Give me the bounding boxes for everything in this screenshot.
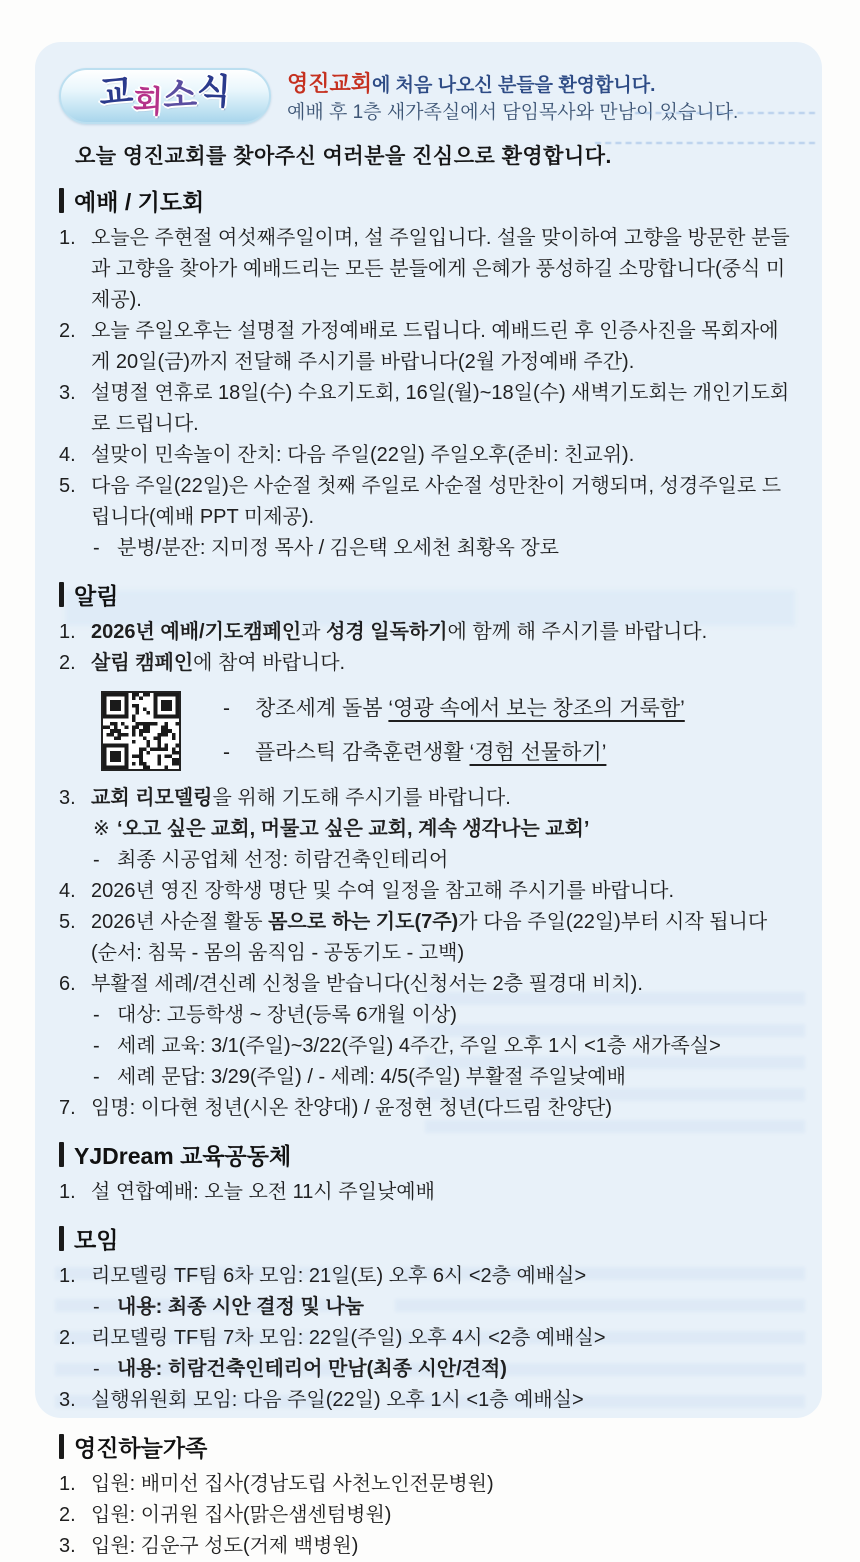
item-marker: -	[93, 537, 100, 559]
section-title-text: 예배 / 기도회	[74, 189, 205, 215]
text-segment: 실행위원회 모임: 다음 주일(22일) 오후 1시 <1층 예배실>	[91, 1389, 584, 1411]
section-items	[59, 617, 798, 1124]
text-segment: 내용: 최종 시안 결정 및 나눔	[117, 1296, 364, 1318]
section-title	[59, 184, 798, 217]
list-item	[59, 648, 798, 679]
item-marker: 3.	[59, 382, 76, 404]
list-item	[59, 316, 798, 378]
item-text	[91, 471, 798, 533]
item-text	[255, 687, 691, 731]
text-segment: 내용: 히람건축인테리어 만남(최종 시안/견적)	[117, 1358, 507, 1380]
list-item	[93, 1354, 798, 1385]
item-text	[91, 1385, 798, 1416]
item-text	[91, 1177, 798, 1208]
text-segment: 몸으로 하는 기도(7주)	[268, 911, 459, 933]
item-text	[91, 1261, 798, 1292]
text-segment: 부활절 세례/견신례 신청을 받습니다(신청서는 2층 필경대 비치).	[91, 973, 643, 995]
list-item	[59, 1531, 798, 1562]
list-item	[59, 223, 798, 316]
text-segment: 세례 문답: 3/29(주일) / - 세례: 4/5(주일) 부활절 주일낮예배	[117, 1066, 626, 1088]
item-marker: 1.	[59, 227, 76, 249]
text-segment: 임명: 이다현 청년(시온 찬양대) / 윤정현 청년(다드림 찬양단)	[91, 1097, 613, 1119]
item-marker: -	[223, 741, 230, 764]
qr-block	[101, 687, 798, 775]
item-marker: -	[93, 1358, 100, 1380]
section-items	[59, 1469, 798, 1562]
item-marker: 1.	[59, 1265, 76, 1287]
section-worship-prayer	[35, 184, 822, 564]
section-title-bar	[59, 188, 64, 213]
item-text	[117, 1062, 798, 1093]
intro-rest: 에 처음 나오신 분들을 환영합니다.	[372, 75, 656, 96]
item-marker: ※	[93, 818, 110, 840]
campaign-link-text: ‘영광 속에서 보는 창조의 거룩함’	[388, 697, 685, 720]
item-text	[91, 969, 798, 1000]
section-title-text: YJDream 교육공동체	[74, 1143, 292, 1169]
welcome-line: 오늘 영진교회를 찾아주신 여러분을 진심으로 환영합니다.	[75, 145, 612, 168]
item-marker: 5.	[59, 911, 76, 933]
item-text	[91, 223, 798, 316]
item-text	[91, 378, 798, 440]
text-segment: 리모델링 TF팀 6차 모임: 21일(토) 오후 6시 <2층 예배실>	[91, 1265, 587, 1287]
text-segment: 살림 캠페인	[91, 652, 194, 674]
list-item	[59, 1500, 798, 1531]
text-segment: ‘오고 싶은 교회, 머물고 싶은 교회, 계속 생각나는 교회’	[117, 818, 590, 840]
item-text	[117, 1031, 798, 1062]
item-text	[91, 1531, 798, 1562]
item-text	[117, 1354, 798, 1385]
text-segment: 오늘 주일오후는 설명절 가정예배로 드립니다. 예배드린 후 인증사진을 목회자에게 20일(금)까지 전달해 주시기를 바랍니다(2월 가정예배 주간).	[91, 320, 779, 373]
item-text	[91, 440, 798, 471]
text-segment: 리모델링 TF팀 7차 모임: 22일(주일) 오후 4시 <2층 예배실>	[91, 1327, 606, 1349]
item-marker: -	[93, 1035, 100, 1057]
list-item	[93, 1000, 798, 1031]
masthead-intro	[287, 68, 738, 126]
list-item	[59, 969, 798, 1000]
section-items	[59, 1177, 798, 1208]
list-item	[59, 783, 798, 814]
section-title	[59, 1222, 798, 1255]
item-text	[91, 648, 798, 679]
text-segment: 성경 일독하기	[326, 621, 448, 643]
section-yjdream-education	[35, 1138, 822, 1208]
text-segment: 2026년 사순절 활동	[91, 911, 269, 933]
section-title	[59, 1138, 798, 1171]
text-segment: 다음 주일(22일)은 사순절 첫째 주일로 사순절 성만찬이 거행되며, 성경주일로 드립니다(예배 PPT 미제공).	[91, 475, 782, 528]
list-item	[59, 471, 798, 533]
text-segment: 설명절 연휴로 18일(수) 수요기도회, 16일(월)~18일(수) 새벽기도회는 개인기도회로 드립니다.	[91, 382, 790, 435]
list-item	[93, 533, 798, 564]
item-text	[91, 783, 798, 814]
item-marker: -	[93, 1004, 100, 1026]
item-marker: -	[93, 849, 100, 871]
list-item	[59, 907, 798, 969]
list-item	[223, 731, 691, 775]
list-item	[59, 1093, 798, 1124]
logo-char: 교	[97, 71, 135, 113]
church-news-logo	[59, 68, 271, 124]
list-item	[59, 1385, 798, 1416]
item-marker: -	[223, 697, 230, 720]
text-segment: 설 연합예배: 오늘 오전 11시 주일낮예배	[91, 1181, 435, 1203]
item-text	[91, 876, 798, 907]
item-text	[91, 1093, 798, 1124]
list-item	[93, 814, 798, 845]
item-marker: 1.	[59, 1181, 76, 1203]
text-segment: 최종 시공업체 선정: 히람건축인테리어	[117, 849, 449, 871]
text-segment: 오늘은 주현절 여섯째주일이며, 설 주일입니다. 설을 맞이하여 고향을 방문한 분들과 고향을 찾아가 예배드리는 모든 분들에게 은혜가 풍성하길 소망합니다(중식 미제공).	[91, 227, 790, 311]
section-items	[59, 1261, 798, 1416]
logo-char: 회	[132, 82, 164, 120]
logo-char: 식	[195, 70, 232, 112]
item-marker: 3.	[59, 1389, 76, 1411]
item-marker: 4.	[59, 444, 76, 466]
text-segment: 플라스틱 감축훈련생활	[255, 741, 470, 764]
section-title	[59, 578, 798, 611]
item-text	[117, 1000, 798, 1031]
item-marker: 6.	[59, 973, 76, 995]
text-segment: 입원: 김운구 성도(거제 백병원)	[91, 1535, 359, 1557]
item-text	[117, 1292, 798, 1323]
section-announcements	[35, 578, 822, 1124]
text-segment: 입원: 이귀원 집사(맑은샘센텀병원)	[91, 1504, 392, 1526]
campaign-link-text: ‘경험 선물하기’	[469, 741, 607, 764]
text-segment: 대상: 고등학생 ~ 장년(등록 6개월 이상)	[117, 1004, 457, 1026]
list-item	[59, 1261, 798, 1292]
list-item	[59, 1323, 798, 1354]
item-marker: 3.	[59, 1535, 76, 1557]
section-title-bar	[59, 582, 64, 607]
section-title-bar	[59, 1142, 64, 1167]
qr-campaign-lines	[223, 687, 691, 775]
list-item	[59, 1177, 798, 1208]
text-segment: 입원: 배미선 집사(경남도립 사천노인전문병원)	[91, 1473, 494, 1495]
text-segment: 창조세계 돌봄	[255, 697, 389, 720]
intro-line-1	[287, 70, 738, 99]
text-segment: 교회 리모델링	[91, 787, 213, 809]
item-marker: 5.	[59, 475, 76, 497]
section-yeongjin-heaven-family	[35, 1430, 822, 1562]
item-marker: -	[93, 1066, 100, 1088]
item-marker: 4.	[59, 880, 76, 902]
item-text	[91, 907, 798, 969]
list-item	[59, 378, 798, 440]
section-title	[59, 1430, 798, 1463]
item-text	[117, 533, 798, 564]
list-item	[93, 845, 798, 876]
item-text	[91, 617, 798, 648]
item-marker: 2.	[59, 1504, 76, 1526]
list-item	[93, 1031, 798, 1062]
qr-code-icon	[101, 691, 181, 771]
text-segment: 설맞이 민속놀이 잔치: 다음 주일(22일) 주일오후(준비: 친교위).	[91, 444, 635, 466]
section-title-text: 영진하늘가족	[74, 1435, 208, 1461]
item-marker: 1.	[59, 621, 76, 643]
item-text	[91, 1323, 798, 1354]
item-marker: 1.	[59, 1473, 76, 1495]
list-item	[59, 1469, 798, 1500]
text-segment: 2026년 영진 장학생 명단 및 수여 일정을 참고해 주시기를 바랍니다.	[91, 880, 675, 902]
bulletin-panel	[35, 42, 822, 1557]
church-name: 영진교회	[287, 71, 373, 96]
text-segment: 2026년 예배/기도캠페인	[91, 621, 302, 643]
text-segment: 에 함께 해 주시기를 바랍니다.	[447, 621, 708, 643]
list-item	[59, 876, 798, 907]
item-text	[91, 316, 798, 378]
bulletin-sections	[35, 184, 822, 1562]
item-text	[91, 1469, 798, 1500]
text-segment: 과	[301, 621, 327, 643]
text-segment: 에 참여 바랍니다.	[193, 652, 346, 674]
item-marker: 2.	[59, 320, 76, 342]
item-marker: 2.	[59, 652, 76, 674]
list-item	[59, 617, 798, 648]
section-items	[59, 223, 798, 564]
item-text	[255, 731, 691, 775]
list-item	[59, 440, 798, 471]
section-title-text: 모임	[74, 1227, 119, 1253]
section-title-text: 알림	[74, 583, 119, 609]
text-segment: 을 위해 기도해 주시기를 바랍니다.	[212, 787, 511, 809]
item-text	[117, 845, 798, 876]
logo-char: 소	[162, 74, 198, 116]
item-marker: 3.	[59, 787, 76, 809]
list-item	[93, 1292, 798, 1323]
section-title-bar	[59, 1226, 64, 1251]
list-item	[93, 1062, 798, 1093]
list-item	[223, 687, 691, 731]
intro-line-2: 예배 후 1층 새가족실에서 담임목사와 만남이 있습니다.	[287, 102, 739, 123]
item-marker: -	[93, 1296, 100, 1318]
text-segment: 가 다음 주일(22일)부터 시작 됩니다(순서: 침묵 - 몸의 움직임 - 공동기도 - 고백)	[91, 911, 768, 964]
masthead	[35, 60, 822, 126]
item-text	[91, 1500, 798, 1531]
section-title-bar	[59, 1434, 64, 1459]
item-text	[117, 814, 798, 845]
text-segment: 분병/분잔: 지미정 목사 / 김은택 오세천 최황옥 장로	[117, 537, 559, 559]
item-marker: 2.	[59, 1327, 76, 1349]
item-marker: 7.	[59, 1097, 76, 1119]
text-segment: 세례 교육: 3/1(주일)~3/22(주일) 4주간, 주일 오후 1시 <1층 새가족실>	[117, 1035, 721, 1057]
section-meetings	[35, 1222, 822, 1416]
